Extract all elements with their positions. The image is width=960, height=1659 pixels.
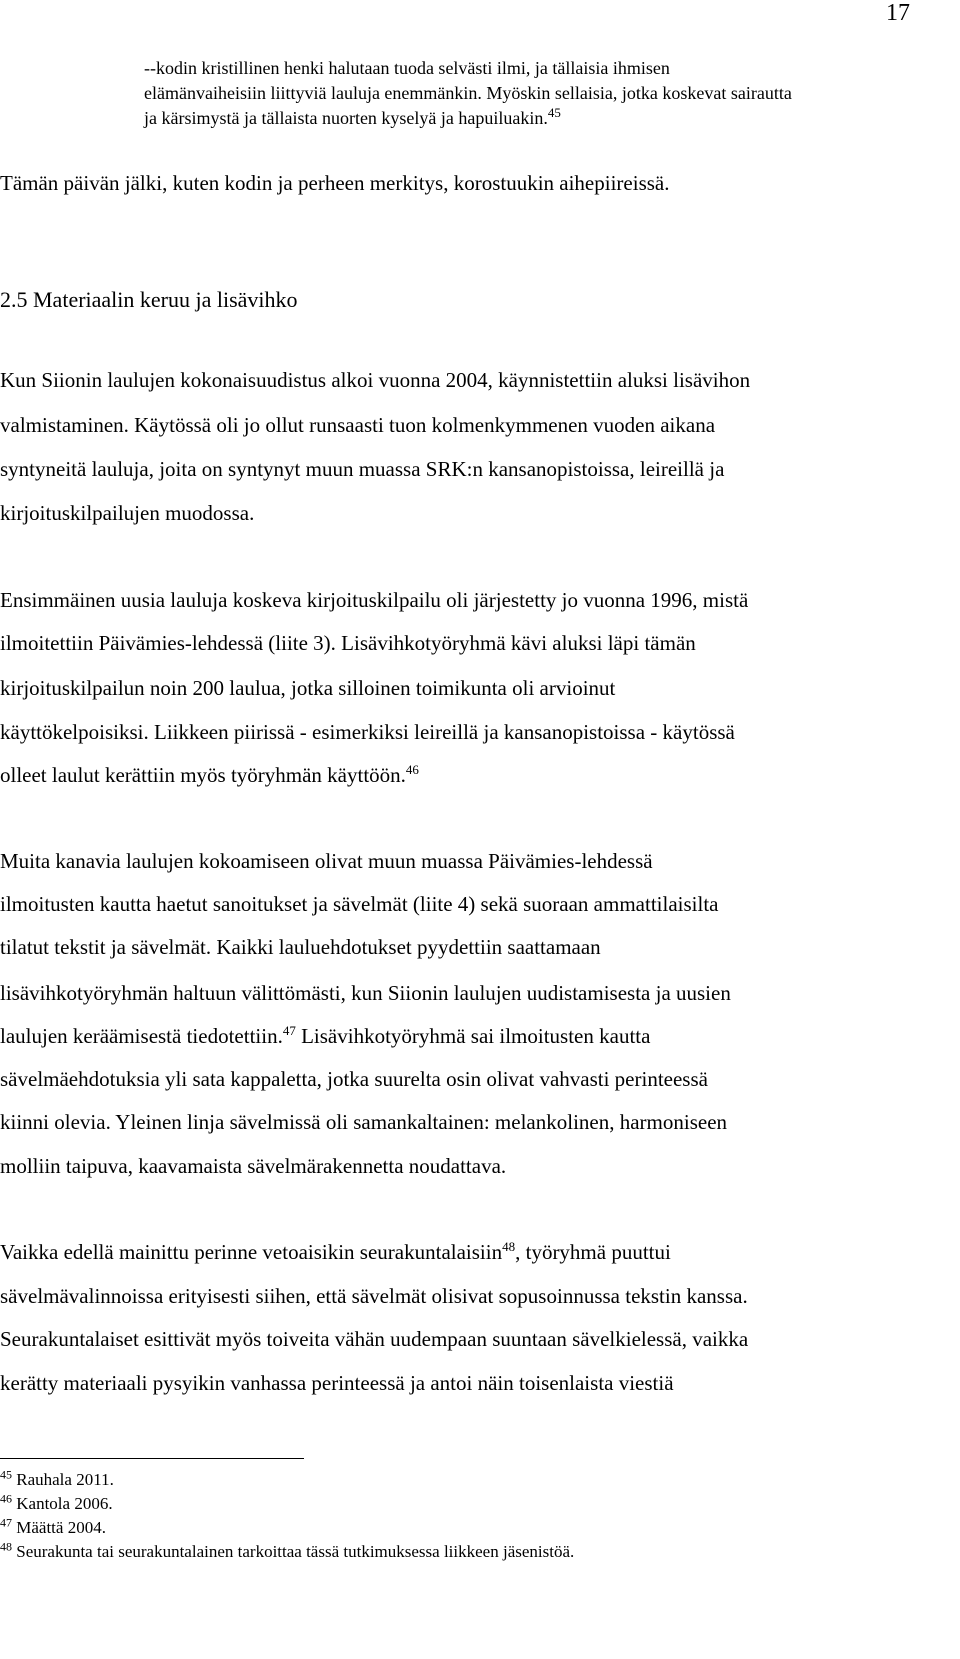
paragraph-text: laulujen keräämisestä tiedotettiin. <box>0 1024 283 1048</box>
paragraph-line <box>0 1240 671 1265</box>
section-heading: 2.5 Materiaalin keruu ja lisävihko <box>0 287 298 312</box>
paragraph-line: Seurakuntalaiset esittivät myös toiveita vähän uudempaan suuntaan sävelkielessä, vaikka <box>0 1327 749 1351</box>
paragraph-text: , työryhmä puuttui <box>515 1240 671 1264</box>
paragraph-text: olleet laulut kerättiin myös työryhmän käyttöön. <box>0 763 406 787</box>
footnote-separator <box>0 1458 304 1459</box>
footnote <box>0 1467 114 1490</box>
page-number: 17 <box>886 0 910 26</box>
paragraph-line: lisävihkotyöryhmän haltuun välittömästi, kun Siionin laulujen uudistamisesta ja uusien <box>0 981 731 1005</box>
paragraph-line: tilatut tekstit ja sävelmät. Kaikki lauluehdotukset pyydettiin saattamaan <box>0 935 601 959</box>
footnote-ref[interactable]: 47 <box>282 1023 296 1038</box>
paragraph-line: kiinni olevia. Yleinen linja sävelmissä oli samankaltainen: melankolinen, harmoniseen <box>0 1110 728 1134</box>
footnote-number: 46 <box>0 1491 12 1506</box>
paragraph-line <box>0 1024 650 1049</box>
quote-line <box>144 106 924 131</box>
footnote-ref[interactable]: 46 <box>405 762 419 777</box>
paragraph-line: Muita kanavia laulujen kokoamiseen olivat muun muassa Päivämies-lehdessä <box>0 849 653 873</box>
quote-line: elämänvaiheisiin liittyviä lauluja enemmänkin. Myöskin sellaisia, jotka koskevat sairautta <box>144 83 792 103</box>
footnote-number: 48 <box>0 1539 12 1554</box>
paragraph-line: Tämän päivän jälki, kuten kodin ja perheen merkitys, korostuukin aihepiireissä. <box>0 171 670 195</box>
paragraph-text: Vaikka edellä mainittu perinne vetoaisikin seurakuntalaisiin <box>0 1240 503 1264</box>
footnote-ref[interactable]: 45 <box>547 105 561 120</box>
paragraph-line: sävelmäehdotuksia yli sata kappaletta, jotka suurelta osin olivat vahvasti perinteessä <box>0 1067 708 1091</box>
footnote <box>0 1491 113 1514</box>
paragraph-line: ilmoitettiin Päivämies-lehdessä (liite 3). Lisävihkotyöryhmä kävi aluksi läpi tämän <box>0 631 696 655</box>
paragraph-line: ilmoitusten kautta haetut sanoitukset ja sävelmät (liite 4) sekä suoraan ammattilaisilta <box>0 892 719 916</box>
paragraph-line: syntyneitä lauluja, joita on syntynyt muun muassa SRK:n kansanopistoissa, leireillä ja <box>0 457 725 481</box>
paragraph-line: käyttökelpoisiksi. Liikkeen piirissä - esimerkiksi leireillä ja kansanopistoissa - käytössä <box>0 720 735 744</box>
paragraph-line: kirjoituskilpailun noin 200 laulua, jotka silloinen toimikunta oli arvioinut <box>0 676 616 700</box>
footnote-text: Seurakunta tai seurakuntalainen tarkoittaa tässä tutkimuksessa liikkeen jäsenistöä. <box>16 1542 575 1561</box>
paragraph-line: Kun Siionin laulujen kokonaisuudistus alkoi vuonna 2004, käynnistettiin aluksi lisävihon <box>0 368 751 392</box>
footnote-number: 45 <box>0 1467 12 1482</box>
paragraph-line: kerätty materiaali pysyikin vanhassa perinteessä ja antoi näin toisenlaista viestiä <box>0 1371 674 1395</box>
paragraph-line <box>0 763 419 788</box>
block-quote <box>144 56 924 131</box>
paragraph-line: molliin taipuva, kaavamaista sävelmärakennetta noudattava. <box>0 1154 507 1178</box>
quote-line: --kodin kristillinen henki halutaan tuoda selvästi ilmi, ja tällaisia ihmisen <box>144 58 670 78</box>
footnote <box>0 1539 575 1562</box>
paragraph-line: kirjoituskilpailujen muodossa. <box>0 501 255 525</box>
footnote-text: Rauhala 2011. <box>16 1470 114 1489</box>
paragraph-text: Lisävihkotyöryhmä sai ilmoitusten kautta <box>295 1024 651 1048</box>
paragraph-line: valmistaminen. Käytössä oli jo ollut runsaasti tuon kolmenkymmenen vuoden aikana <box>0 413 716 437</box>
paragraph-line: sävelmävalinnoissa erityisesti siihen, että sävelmät olisivat sopusoinnussa tekstin kanssa. <box>0 1284 748 1308</box>
footnote-text: Kantola 2006. <box>16 1494 113 1513</box>
footnote-ref[interactable]: 48 <box>502 1239 516 1254</box>
footnote-number: 47 <box>0 1515 12 1530</box>
paragraph-line: Ensimmäinen uusia lauluja koskeva kirjoituskilpailu oli järjestetty jo vuonna 1996, mistä <box>0 588 749 612</box>
footnote <box>0 1515 106 1538</box>
footnote-text: Määttä 2004. <box>16 1518 106 1537</box>
quote-text: ja kärsimystä ja tällaista nuorten kyselyä ja hapuiluakin. <box>144 108 548 128</box>
